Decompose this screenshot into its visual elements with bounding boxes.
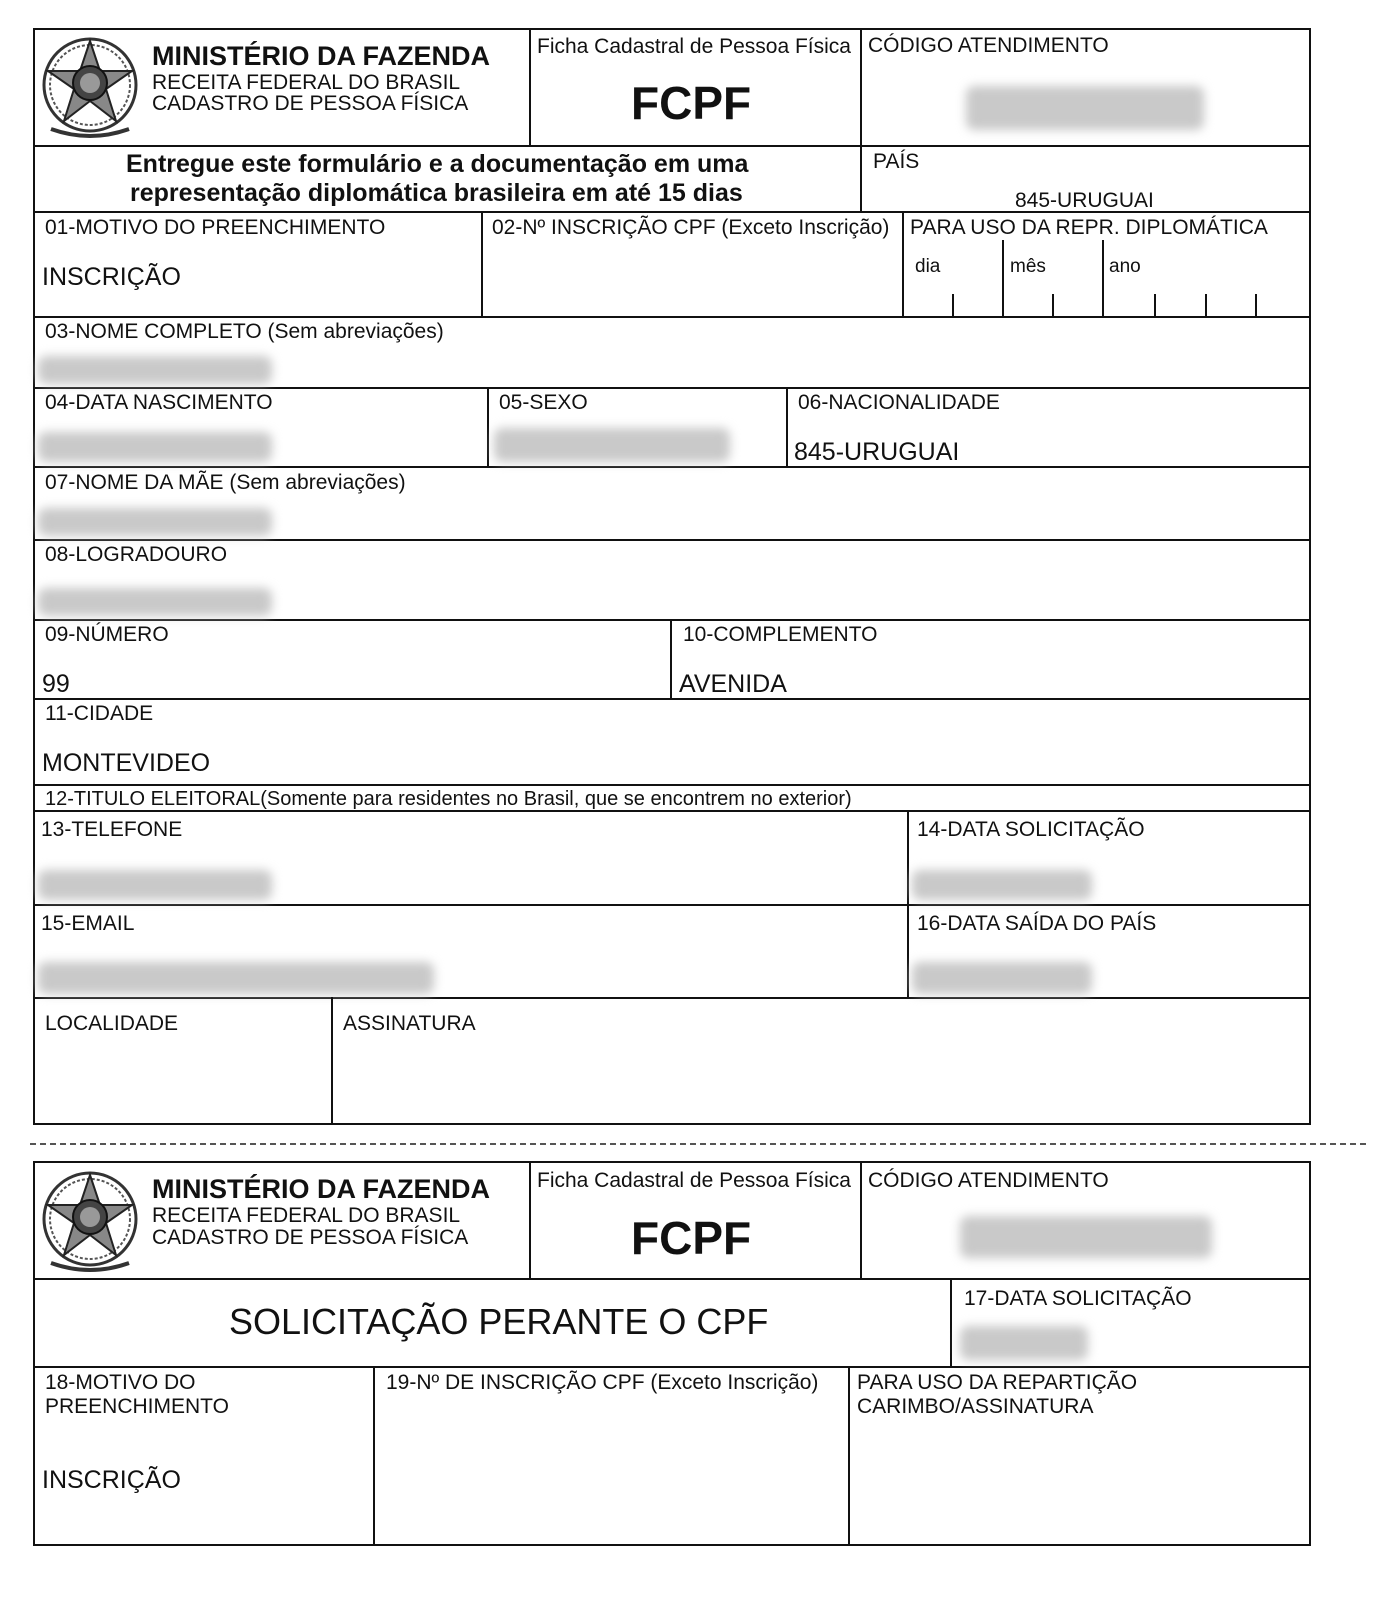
field-07-value — [38, 508, 272, 536]
field-15-label: 15-EMAIL — [41, 912, 135, 935]
field-09-value: 99 — [42, 670, 70, 698]
receipt-ministry-title: MINISTÉRIO DA FAZENDA — [152, 1174, 491, 1204]
field-16-value — [912, 962, 1092, 994]
field-03-value — [38, 356, 272, 384]
reparticao-label-line2: CARIMBO/ASSINATURA — [857, 1395, 1094, 1418]
field-03-label: 03-NOME COMPLETO (Sem abreviações) — [45, 320, 444, 343]
instructions-line2: representação diplomática brasileira em até 15 dias — [130, 179, 743, 207]
receipt-cadastro-text: CADASTRO DE PESSOA FÍSICA — [152, 1226, 469, 1249]
repr-mes-label: mês — [1010, 256, 1046, 277]
field-17-value — [960, 1326, 1088, 1360]
field-01-label: 01-MOTIVO DO PREENCHIMENTO — [45, 216, 386, 239]
repr-dia-label: dia — [915, 256, 941, 277]
field-02-label: 02-Nº INSCRIÇÃO CPF (Exceto Inscrição) — [492, 216, 890, 239]
brazil-coat-of-arms-icon — [37, 1167, 143, 1275]
repr-ano-label: ano — [1109, 256, 1141, 277]
field-13-label: 13-TELEFONE — [41, 818, 183, 841]
field-14-label: 14-DATA SOLICITAÇÃO — [917, 818, 1145, 841]
field-10-value: AVENIDA — [679, 670, 787, 698]
field-06-label: 06-NACIONALIDADE — [798, 391, 1000, 414]
codigo-atendimento-value — [966, 86, 1204, 130]
field-10-label: 10-COMPLEMENTO — [683, 623, 878, 646]
field-14-value — [912, 870, 1092, 900]
field-06-value: 845-URUGUAI — [794, 438, 960, 466]
receipt-codigo-label: CÓDIGO ATENDIMENTO — [868, 1169, 1109, 1192]
brazil-coat-of-arms-icon — [37, 33, 143, 141]
field-12-label: 12-TITULO ELEITORAL(Somente para residentes no Brasil, que se encontrem no exterior) — [45, 788, 852, 810]
localidade-label: LOCALIDADE — [45, 1012, 179, 1035]
receipt-codigo-value — [960, 1216, 1212, 1258]
field-08-value — [38, 588, 272, 616]
field-04-value — [38, 432, 272, 462]
receipt-title: SOLICITAÇÃO PERANTE O CPF — [229, 1301, 769, 1342]
receipt-ficha-label: Ficha Cadastral de Pessoa Física — [537, 1169, 851, 1192]
field-01-value: INSCRIÇÃO — [42, 263, 181, 291]
pais-label: PAÍS — [873, 150, 920, 173]
field-18-label-line1: 18-MOTIVO DO — [45, 1371, 196, 1394]
field-19-label: 19-Nº DE INSCRIÇÃO CPF (Exceto Inscrição) — [386, 1371, 819, 1394]
field-05-label: 05-SEXO — [499, 391, 588, 414]
cut-line — [30, 1143, 1366, 1145]
field-18-label-line2: PREENCHIMENTO — [45, 1395, 229, 1418]
field-13-value — [38, 870, 272, 900]
field-11-value: MONTEVIDEO — [42, 749, 211, 777]
receipt-fcpf-title: FCPF — [631, 1212, 752, 1264]
field-08-label: 08-LOGRADOURO — [45, 543, 228, 566]
ficha-label: Ficha Cadastral de Pessoa Física — [537, 35, 851, 58]
receita-federal-text: RECEITA FEDERAL DO BRASIL — [152, 71, 461, 94]
field-15-value — [38, 962, 434, 994]
receipt-receita-text: RECEITA FEDERAL DO BRASIL — [152, 1204, 461, 1227]
cadastro-text: CADASTRO DE PESSOA FÍSICA — [152, 92, 469, 115]
ministry-title: MINISTÉRIO DA FAZENDA — [152, 41, 491, 71]
repr-diplomatica-label: PARA USO DA REPR. DIPLOMÁTICA — [910, 216, 1268, 239]
field-04-label: 04-DATA NASCIMENTO — [45, 391, 273, 414]
codigo-atendimento-label: CÓDIGO ATENDIMENTO — [868, 34, 1109, 57]
field-16-label: 16-DATA SAÍDA DO PAÍS — [917, 912, 1157, 935]
field-09-label: 09-NÚMERO — [45, 623, 169, 646]
field-07-label: 07-NOME DA MÃE (Sem abreviações) — [45, 471, 406, 494]
reparticao-label-line1: PARA USO DA REPARTIÇÃO — [857, 1371, 1138, 1394]
field-05-value — [494, 428, 730, 462]
instructions-line1: Entregue este formulário e a documentação em uma — [126, 150, 749, 178]
assinatura-label: ASSINATURA — [343, 1012, 476, 1035]
field-18-value: INSCRIÇÃO — [42, 1466, 181, 1494]
fcpf-title: FCPF — [631, 77, 752, 129]
pais-value: 845-URUGUAI — [1015, 189, 1154, 212]
field-17-label: 17-DATA SOLICITAÇÃO — [964, 1287, 1192, 1310]
field-11-label: 11-CIDADE — [45, 702, 154, 725]
